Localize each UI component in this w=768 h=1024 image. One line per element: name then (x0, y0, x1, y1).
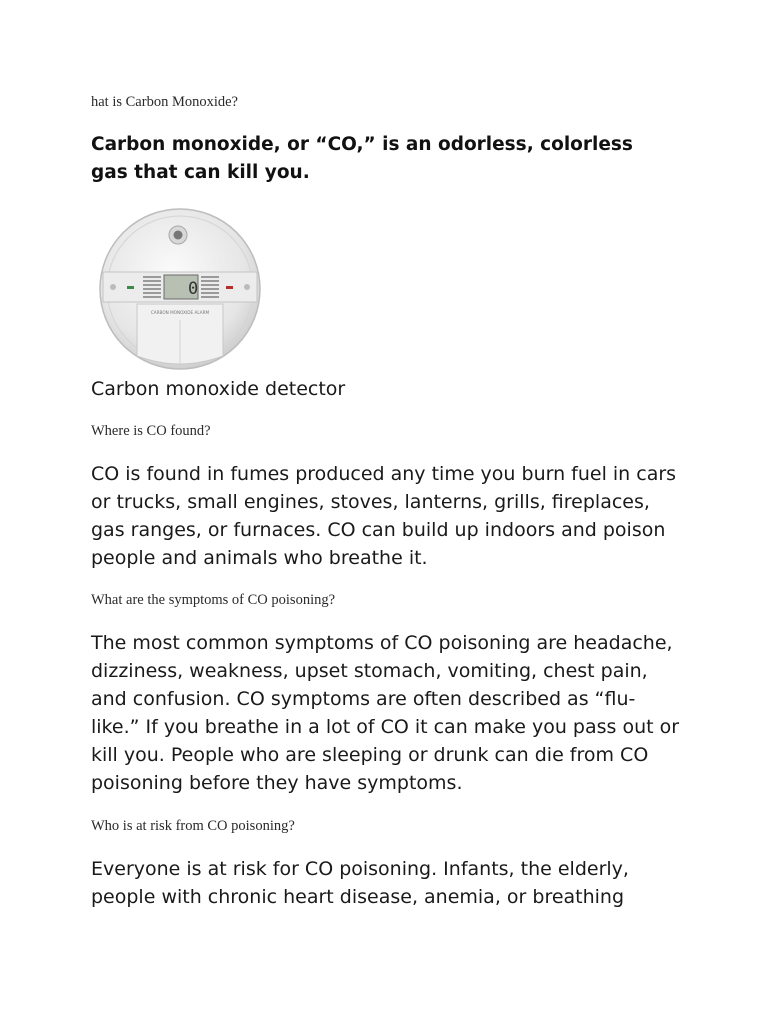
detector-label-text: CARBON MONOXIDE ALARM (150, 310, 210, 315)
heading-what-is-co: hat is Carbon Monoxide? (91, 94, 238, 110)
paragraph-symptoms: The most common symptoms of CO poisoning are headache, dizziness, weakness, upset stomach, vomiting, chest pain, and confusion. CO symptoms are often described as “flu-like.” If you breathe in a lot of CO it can make you pass out or kill you. People who are sleeping or drunk can die from CO poisoning before they have symptoms. (91, 632, 680, 794)
detector-display-digit: 0 (188, 279, 199, 299)
paragraph-at-risk: Everyone is at risk for CO poisoning. Infants, the elderly, people with chronic heart disease, anemia, or breathing (91, 858, 629, 908)
image-caption: Carbon monoxide detector (91, 378, 346, 400)
heading-where-found: Where is CO found? (91, 423, 211, 439)
paragraph-where-found: CO is found in fumes produced any time you burn fuel in cars or trucks, small engines, stoves, lanterns, grills, fireplaces, gas ranges, or furnaces. CO can build up indoors and poison people and animals who breathe it. (91, 463, 677, 569)
lead-statement: Carbon monoxide, or “CO,” is an odorless, colorless gas that can kill you. (91, 134, 633, 183)
heading-symptoms: What are the symptoms of CO poisoning? (91, 592, 336, 608)
co-detector-image (97, 206, 263, 372)
heading-at-risk: Who is at risk from CO poisoning? (91, 818, 295, 834)
